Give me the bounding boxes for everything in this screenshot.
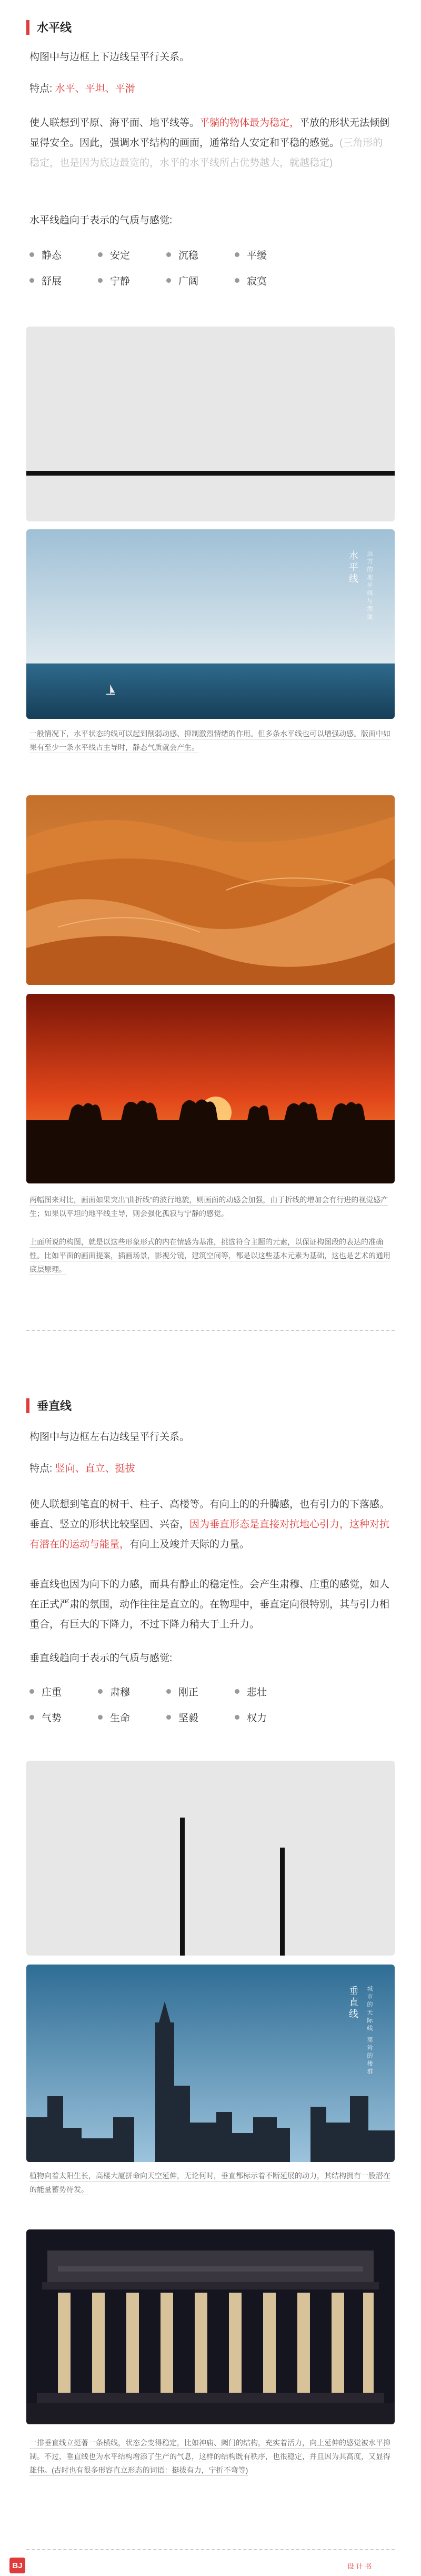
photo-overlay-text (346, 550, 374, 621)
section-title-text: 垂直线 (37, 1399, 72, 1413)
bullet-dot (29, 1689, 34, 1694)
photo-caption (29, 2436, 393, 2477)
body-text-note: (三角形的稳定，也是因为底边最宽的，水平的水平线所占优势越大，就越稳定) (29, 137, 383, 169)
mood-word: 悲壮 (235, 1684, 303, 1699)
title-accent-bar (26, 1398, 29, 1413)
bullet-dot (29, 1715, 34, 1720)
section-title-vertical (26, 1397, 72, 1414)
horizontal-line-mark (26, 471, 395, 476)
city-skyline-photo (26, 1965, 395, 2162)
brand-name: 设 计 书 (347, 2562, 372, 2570)
mood-word-list (29, 248, 324, 288)
footer-divider (26, 2549, 395, 2550)
sea-horizon-illustration (26, 529, 395, 719)
bullet-dot (235, 1689, 239, 1694)
mood-word: 坚毅 (166, 1710, 235, 1724)
bullet-dot (98, 1715, 103, 1720)
vertical-line-diagram (26, 1761, 395, 1956)
desert-dunes-photo (26, 795, 395, 985)
mood-word: 静态 (29, 248, 98, 262)
intro-text: 构图中与边框左右边线呈平行关系。 (29, 1432, 190, 1443)
mood-word: 肃穆 (98, 1684, 166, 1699)
words-label: 垂直线趋向于表示的气质与感觉: (29, 1653, 173, 1664)
body-paragraph-2: 垂直线也因为向下的力感，而具有静止的稳定性。会产生肃穆、庄重的感觉，如人在正式严肃的氛围，动作往往是直立的。在物理中，垂直定向很特别，其与引力相重合，有巨大的下降力，不过下降力稍大于上升力。 (29, 1579, 390, 1630)
mood-word: 舒展 (29, 273, 98, 288)
caption-text: 一般情况下，水平状态的线可以起到削弱动感、抑制激烈情绪的作用。但多条水平线也可以增强动感。版面中如果有至少一条水平线占主导时，静态气质就会产生。 (29, 729, 390, 753)
photo-caption (29, 2169, 393, 2196)
features-line (29, 79, 393, 99)
mood-word-list (29, 1684, 324, 1724)
section-title-text: 水平线 (37, 21, 72, 34)
features-label: 特点: (29, 83, 55, 94)
mood-word: 平缓 (235, 248, 303, 262)
mood-word: 安定 (98, 248, 166, 262)
body-paragraph (29, 1495, 393, 1555)
caption-text: 一排垂直线立挺著一条横线，状态会变得稳定，比如神庙、阙门的结构，充实着活力，向上延伸的感觉被水平抑制。不过，垂直线也为水平结构增添了生产的气息，这样的结构既有秩序，也很稳定，并且因为其高度，又显得雄伟。(古时也有很多形容直立形态的词语：挺拔有力，宁折不弯等) (29, 2439, 390, 2476)
mood-word: 气势 (29, 1710, 98, 1724)
colonnade-temple-photo (26, 2229, 395, 2424)
mood-word: 权力 (235, 1710, 303, 1724)
photo-title-vertical: 垂直线 (348, 1986, 358, 2020)
bullet-dot (166, 1689, 171, 1694)
mood-word: 寂寞 (235, 273, 303, 288)
title-accent-bar (26, 20, 29, 35)
mood-word: 生命 (98, 1710, 166, 1724)
bullet-dot (98, 278, 103, 283)
bullet-dot (98, 252, 103, 257)
section-divider (26, 1330, 395, 1331)
bullet-dot (235, 1715, 239, 1720)
bullet-dot (235, 252, 239, 257)
caption-text: 两幅图来对比，画面如果突出”曲折线”的波行地貌，则画面的动感会加强，由于折线的增加会有行进的视觉感产生；如果以平坦的地平线主导，则会强化孤寂与宁静的感觉。 (29, 1196, 388, 1219)
sea-horizon-photo (26, 529, 395, 719)
bullet-dot (29, 252, 34, 257)
photo-subtitle-vertical: 城市的天际线 高耸的楼群 (366, 1986, 373, 2077)
intro-text: 构图中与边框上下边线呈平行关系。 (29, 52, 190, 63)
bullet-dot (166, 252, 171, 257)
camel-caravan-illustration (26, 994, 395, 1183)
photo-subtitle-vertical: 远方的地平线与海面 (366, 550, 373, 621)
body-text-b: 有向上及竣并天际的力量。 (129, 1539, 250, 1550)
bullet-dot (235, 278, 239, 283)
vertical-line-mark-tall (180, 1818, 185, 1956)
mood-word: 宁静 (98, 273, 166, 288)
bullet-dot (98, 1689, 103, 1694)
photo-caption (29, 1235, 393, 1276)
mood-word: 刚正 (166, 1684, 235, 1699)
city-skyline-illustration (26, 1965, 395, 2162)
body-text-a: 使人联想到平原、海平面、地平线等。 (29, 117, 200, 129)
desert-dunes-illustration (26, 795, 395, 985)
body-text-highlight: 因为垂直形态是直接对抗地心引力，这种对抗有潜在的运动与能量， (29, 1519, 390, 1550)
mood-word: 沉稳 (166, 248, 235, 262)
photo-caption (29, 1193, 393, 1220)
body-text-highlight: 平躺的物体最为稳定， (199, 117, 300, 129)
mood-word: 庄重 (29, 1684, 98, 1699)
camel-caravan-photo (26, 994, 395, 1183)
mood-word: 广阔 (166, 273, 235, 288)
brand-logo: BJ (9, 2558, 25, 2573)
photo-title-vertical: 水平线 (348, 550, 358, 585)
body-paragraph (29, 113, 393, 173)
features-label: 特点: (29, 1463, 55, 1474)
section-title-horizontal (26, 19, 72, 35)
body-text-a: 使人联想到笔直的树干、柱子、高楼等。有向上的的升腾感，也有引力的下落感。垂直、竖立的形状比较坚固、兴奋， (29, 1499, 390, 1530)
bullet-dot (29, 278, 34, 283)
photo-overlay-text (346, 1986, 374, 2076)
caption-text: 上面所说的构图，就是以这些形象形式的内在情感为基准，挑选符合主题的元素，以保证构图段的表达的准确性。比如平面的画面提案，插画场景，影视分镜，建筑空间等，都是以这些基本元素为基础，这也是艺术的通用底层原理。 (29, 1238, 390, 1275)
features-value: 竖向、直立、挺拔 (55, 1463, 135, 1474)
bullet-dot (166, 278, 171, 283)
vertical-line-mark-short (280, 1848, 285, 1956)
body-text-b: 平放的形状无法倾倒显得安全。因此，强调水平结构的画面，通常给人安定和平稳的感觉。 (29, 117, 390, 149)
colonnade-temple-illustration (26, 2229, 395, 2424)
caption-text: 植物向着太阳生长，高楼大厦拼命向天空延伸，无论何时，垂直都标示着不断延展的动力，其结构拥有一股潜在的能量蓄势待发。 (29, 2172, 390, 2195)
features-value: 水平、平坦、平滑 (55, 83, 135, 94)
words-label: 水平线趋向于表示的气质与感觉: (29, 215, 173, 226)
bullet-dot (166, 1715, 171, 1720)
features-line (29, 1459, 393, 1479)
horizontal-line-diagram (26, 327, 395, 521)
photo-caption (29, 727, 393, 754)
